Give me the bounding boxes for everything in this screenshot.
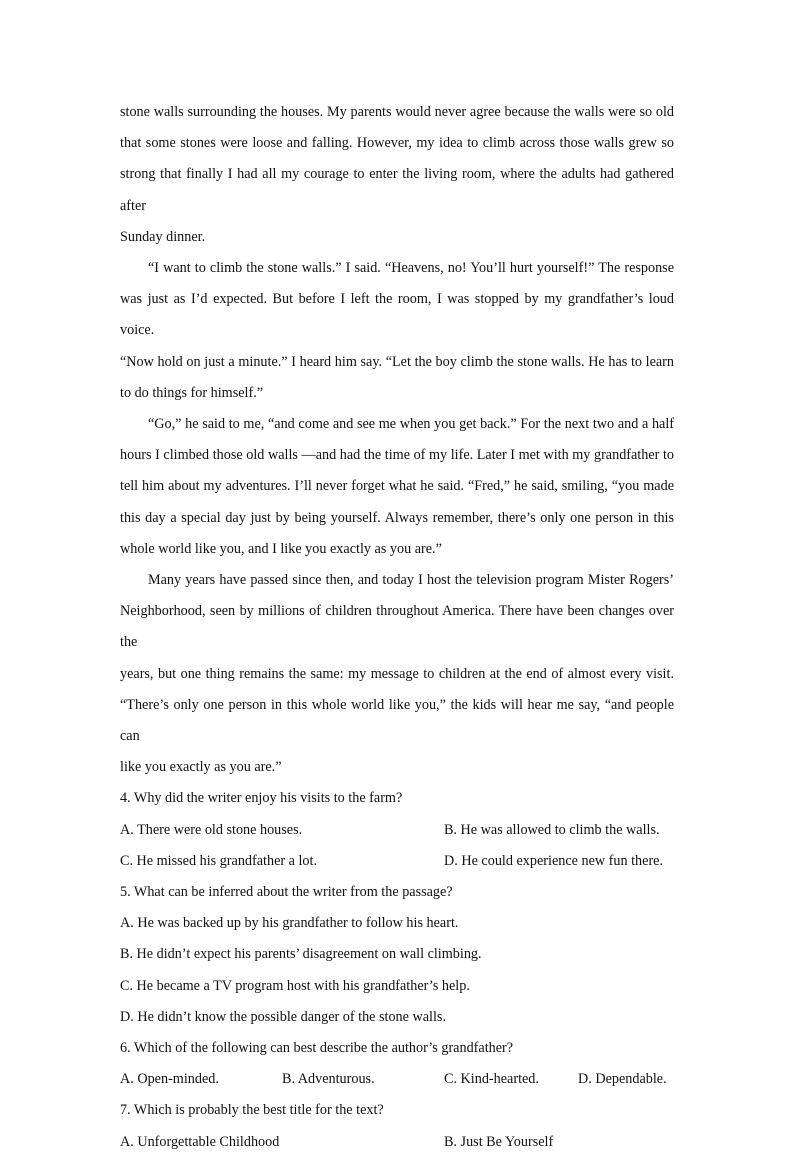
option-c: C. He missed his grandfather a lot. xyxy=(120,852,318,869)
option-b: B. Just Be Yourself xyxy=(444,1133,554,1150)
question-stem: 4. Why did the writer enjoy his visits to the farm? xyxy=(120,790,403,807)
passage-paragraph-2 xyxy=(120,253,674,409)
passage-line: strong that finally I had all my courage to enter the living room, where the adults had gathered after xyxy=(120,166,674,214)
passage-line: like you exactly as you are.” xyxy=(120,759,282,776)
options-row xyxy=(120,1064,674,1095)
passage-paragraph-3 xyxy=(120,409,674,565)
option-d: D. He could experience new fun there. xyxy=(444,852,664,869)
document-page xyxy=(120,97,674,1158)
passage-line: this day a special day just by being yourself. Always remember, there’s only one person in this xyxy=(120,509,674,526)
passage-line: “There’s only one person in this whole world like you,” the kids will hear me say, “and people can xyxy=(120,696,674,745)
passage-line: Neighborhood, seen by millions of children throughout America. There have been changes over the xyxy=(120,603,674,651)
options-row xyxy=(120,815,674,846)
passage-line: hours I climbed those old walls —and had the time of my life. Later I met with my grandfather to xyxy=(120,447,674,464)
passage-line: Many years have passed since then, and today I host the television program Mister Rogers’ xyxy=(148,572,674,589)
passage-line: “Now hold on just a minute.” I heard him say. “Let the boy climb the stone walls. He has to learn xyxy=(120,353,674,370)
passage-paragraph-4 xyxy=(120,565,674,783)
option-c: C. Kind-hearted. xyxy=(444,1071,539,1088)
passage-line: tell him about my adventures. I’ll never forget what he said. “Fred,” he said, smiling, “you made xyxy=(120,478,674,495)
question-stem: 7. Which is probably the best title for the text? xyxy=(120,1102,384,1119)
option-d: D. Dependable. xyxy=(578,1071,667,1088)
passage-line: “Go,” he said to me, “and come and see me when you get back.” For the next two and a half xyxy=(148,416,674,433)
passage-line: years, but one thing remains the same: my message to children at the end of almost every visit. xyxy=(120,665,674,682)
passage-line: stone walls surrounding the houses. My parents would never agree because the walls were so old xyxy=(120,104,674,120)
passage-line: that some stones were loose and falling. However, my idea to climb across those walls grew so xyxy=(120,135,674,152)
passage-line: “I want to climb the stone walls.” I said. “Heavens, no! You’ll hurt yourself!” The response xyxy=(148,260,674,277)
option-d: D. He didn’t know the possible danger of the stone walls. xyxy=(120,1008,446,1025)
option-b: B. He was allowed to climb the walls. xyxy=(444,821,660,838)
option-a: A. Unforgettable Childhood xyxy=(120,1133,280,1150)
passage-paragraph-1 xyxy=(120,97,674,253)
question-stem: 6. Which of the following can best describe the author’s grandfather? xyxy=(120,1040,514,1057)
options-row xyxy=(120,846,674,877)
option-b: B. He didn’t expect his parents’ disagreement on wall climbing. xyxy=(120,946,482,963)
passage-line: whole world like you, and I like you exactly as you are.” xyxy=(120,540,442,557)
option-a: A. Open-minded. xyxy=(120,1071,219,1088)
question-stem: 5. What can be inferred about the writer from the passage? xyxy=(120,884,453,901)
question-7 xyxy=(120,1095,674,1157)
option-c: C. He became a TV program host with his grandfather’s help. xyxy=(120,977,470,994)
option-a: A. He was backed up by his grandfather to follow his heart. xyxy=(120,915,459,932)
question-6 xyxy=(120,1033,674,1095)
question-4 xyxy=(120,783,674,877)
passage-line: was just as I’d expected. But before I left the room, I was stopped by my grandfather’s loud voice. xyxy=(120,291,674,339)
option-b: B. Adventurous. xyxy=(282,1071,375,1088)
passage-line: Sunday dinner. xyxy=(120,228,206,245)
option-a: A. There were old stone houses. xyxy=(120,821,303,838)
question-5 xyxy=(120,877,674,1033)
passage-line: to do things for himself.” xyxy=(120,384,264,401)
options-row xyxy=(120,1127,674,1158)
